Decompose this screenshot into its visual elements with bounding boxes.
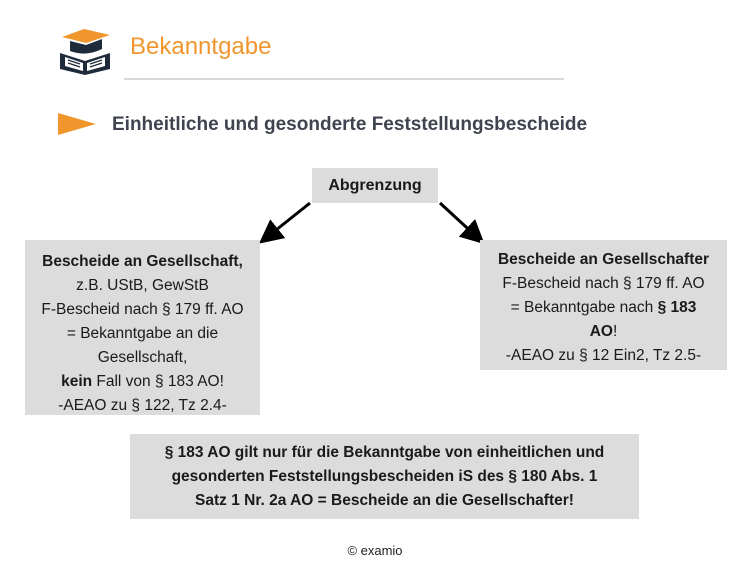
box-gesellschaft-line: -AEAO zu § 122, Tz 2.4- xyxy=(58,397,227,414)
box-gesellschaft xyxy=(25,240,260,415)
box-gesellschaft-line: = Bekanntgabe an die xyxy=(66,325,219,342)
box-note-line: gesonderten Feststellungsbescheiden iS des § 180 Abs. 1 xyxy=(171,468,598,485)
box-note xyxy=(130,434,639,519)
box-note-line: § 183 AO gilt nur für die Bekanntgabe von einheitlichen und xyxy=(164,444,605,461)
page-title: Bekanntgabe xyxy=(130,33,272,60)
arrow-left xyxy=(266,203,310,238)
box-gesellschafter-line: -AEAO zu § 12 Ein2, Tz 2.5- xyxy=(505,347,702,364)
line2-pre: = Bekanntgabe nach xyxy=(510,299,658,316)
section-heading: Einheitliche und gesonderte Feststellungsbescheide xyxy=(112,114,588,135)
box-gesellschafter-heading: Bescheide an Gesellschafter xyxy=(497,251,710,268)
box-abgrenzung-label: Abgrenzung xyxy=(328,177,422,194)
box-gesellschaft-line: z.B. UStB, GewStB xyxy=(76,277,209,294)
line2-bold: § 183 xyxy=(657,299,697,316)
box-gesellschafter-line: F-Bescheid nach § 179 ff. AO xyxy=(502,275,705,292)
arrow-right xyxy=(440,203,478,238)
kein-bold: kein xyxy=(61,373,93,390)
box-gesellschaft-line xyxy=(25,370,260,394)
box-gesellschaft-line: Gesellschaft, xyxy=(97,349,188,366)
box-gesellschaft-line: F-Bescheid nach § 179 ff. AO xyxy=(41,301,244,318)
box-gesellschafter xyxy=(480,240,727,370)
line5-rest: Fall von § 183 AO! xyxy=(92,373,224,390)
box-gesellschafter-line xyxy=(480,296,727,320)
box-gesellschaft-heading: Bescheide an Gesellschaft, xyxy=(42,253,243,270)
line3-bold: AO xyxy=(589,323,613,340)
line3-rest: ! xyxy=(612,323,618,340)
box-note-line: Satz 1 Nr. 2a AO = Bescheide an die Gesellschafter! xyxy=(195,492,574,509)
box-gesellschafter-line xyxy=(480,320,727,344)
copyright: © examio xyxy=(347,543,403,558)
